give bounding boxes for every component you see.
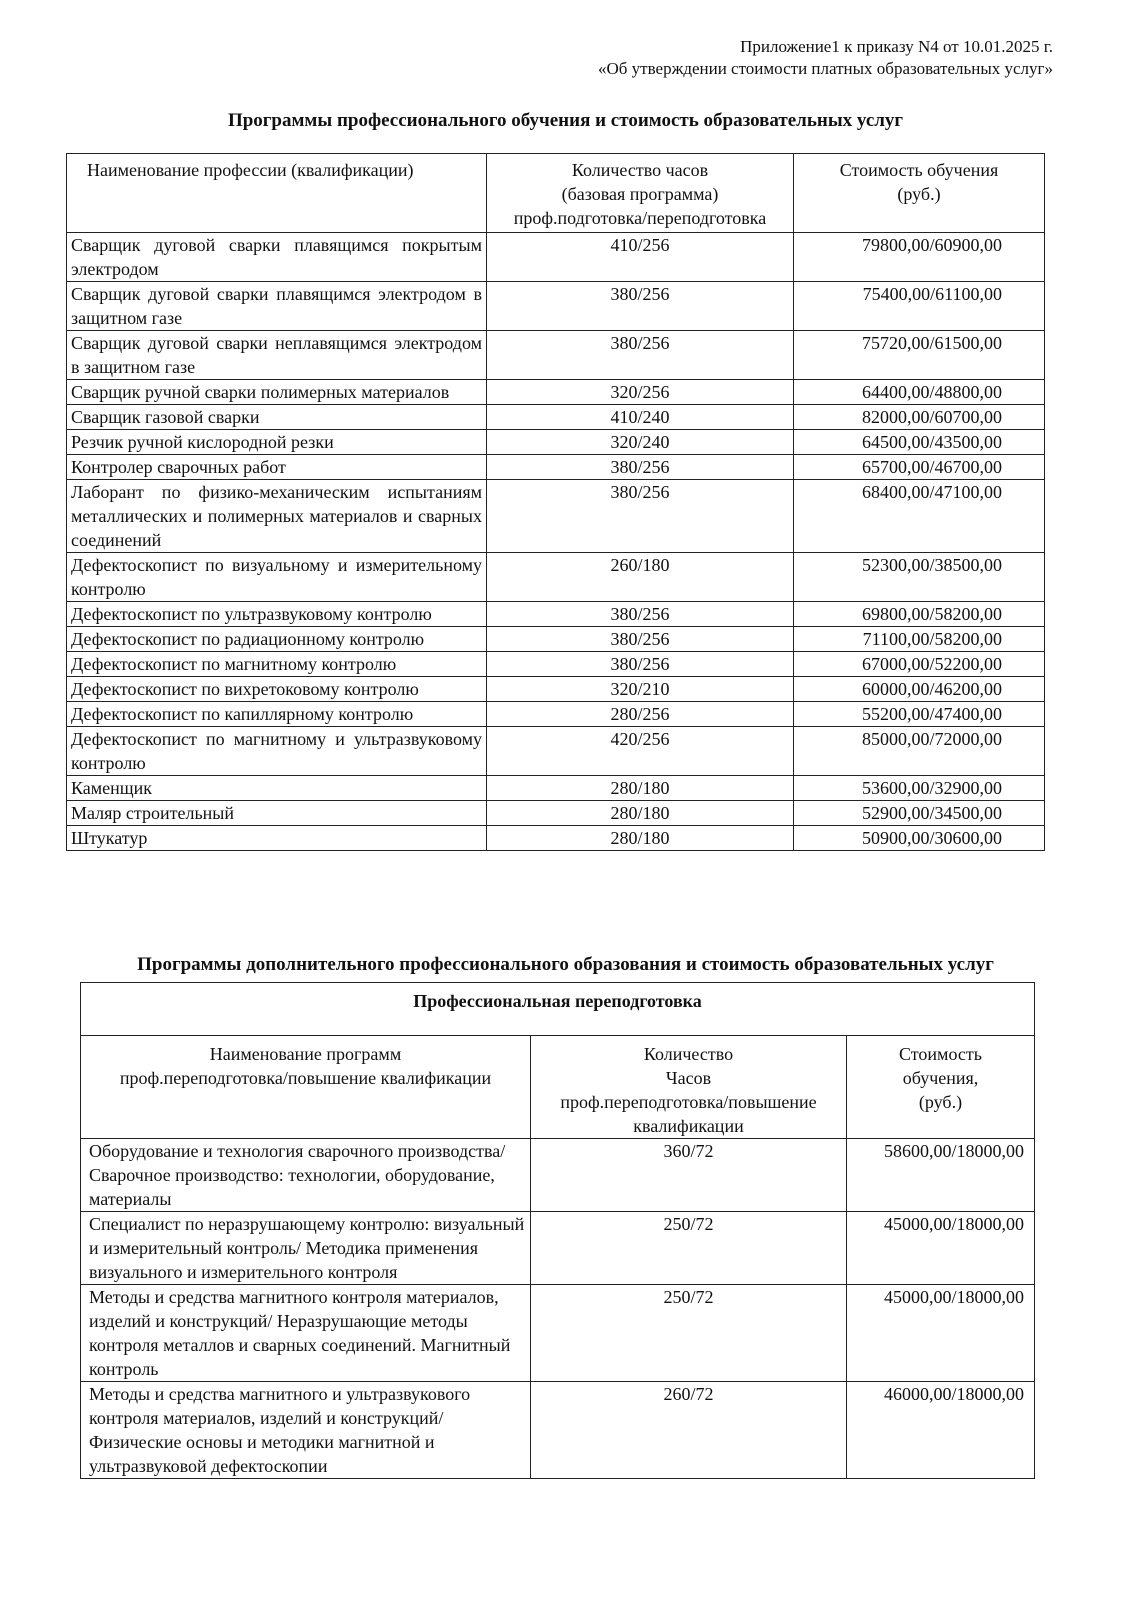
table-row xyxy=(67,480,1045,553)
row-cost-cell: 46000,00/18000,00 xyxy=(847,1382,1035,1479)
column-header-cost-line3: (руб.) xyxy=(918,1092,963,1112)
section1-title: Программы профессионального обучения и стоимость образовательных услуг xyxy=(227,110,904,131)
table-row xyxy=(67,652,1045,677)
row-hours-cell: 280/180 xyxy=(487,776,794,801)
row-name-cell: Сварщик дуговой сварки плавящимся покрытым электродом xyxy=(67,233,487,282)
row-cost-cell: 52300,00/38500,00 xyxy=(794,553,1045,602)
table-row xyxy=(67,602,1045,627)
table-header-row xyxy=(67,154,1045,233)
column-header-hours-line1: Количество часов xyxy=(571,160,709,180)
row-cost-cell: 45000,00/18000,00 xyxy=(847,1212,1035,1285)
table-row xyxy=(67,380,1045,405)
row-hours-cell: 320/256 xyxy=(487,380,794,405)
column-header-name: Наименование профессии (квалификации) xyxy=(67,154,487,233)
row-cost-cell: 85000,00/72000,00 xyxy=(794,727,1045,776)
row-cost-cell: 60000,00/46200,00 xyxy=(794,677,1045,702)
row-cost-cell: 65700,00/46700,00 xyxy=(794,455,1045,480)
column-header-program-line2: проф.переподготовка/повышение квалификации xyxy=(119,1068,492,1088)
row-cost-cell: 82000,00/60700,00 xyxy=(794,405,1045,430)
column-header-hours-line1: Количество xyxy=(643,1044,734,1064)
row-hours-cell: 380/256 xyxy=(487,627,794,652)
table-row xyxy=(67,727,1045,776)
row-name-cell: Дефектоскопист по радиационному контролю xyxy=(67,627,487,652)
row-hours-cell: 380/256 xyxy=(487,455,794,480)
table-row xyxy=(81,1212,1035,1285)
table-caption-row xyxy=(81,983,1035,1036)
additional-education-rows xyxy=(81,1139,1035,1479)
row-hours-cell: 380/256 xyxy=(487,480,794,553)
table-header-row xyxy=(81,1036,1035,1139)
column-header-cost xyxy=(847,1036,1035,1139)
table-caption: Профессиональная переподготовка xyxy=(81,983,1035,1036)
table-row xyxy=(67,801,1045,826)
row-name-cell: Сварщик ручной сварки полимерных материалов xyxy=(67,380,487,405)
row-hours-cell: 320/240 xyxy=(487,430,794,455)
row-hours-cell: 380/256 xyxy=(487,331,794,380)
row-name-cell: Резчик ручной кислородной резки xyxy=(67,430,487,455)
row-name-cell: Дефектоскопист по капиллярному контролю xyxy=(67,702,487,727)
row-hours-cell: 320/210 xyxy=(487,677,794,702)
order-title-line: «Об утверждении стоимости платных образовательных услуг» xyxy=(598,59,1053,78)
table-row xyxy=(67,233,1045,282)
table-row xyxy=(67,455,1045,480)
row-hours-cell: 380/256 xyxy=(487,282,794,331)
row-hours-cell: 260/180 xyxy=(487,553,794,602)
table-row xyxy=(67,282,1045,331)
table-row xyxy=(81,1285,1035,1382)
column-header-hours-line2: (базовая программа) xyxy=(561,184,719,204)
row-cost-cell: 68400,00/47100,00 xyxy=(794,480,1045,553)
row-name-cell: Методы и средства магнитного и ультразвукового контроля материалов, изделий и конструкций/Физические основы и методики магнитной и ультразвуковой дефектоскопии xyxy=(81,1382,531,1479)
order-reference-line: Приложение1 к приказу N4 от 10.01.2025 г. xyxy=(740,37,1053,56)
column-header-cost-line2: (руб.) xyxy=(897,184,941,204)
row-cost-cell: 71100,00/58200,00 xyxy=(794,627,1045,652)
row-hours-cell: 280/180 xyxy=(487,826,794,851)
table-row xyxy=(67,702,1045,727)
row-name-cell: Дефектоскопист по вихретоковому контролю xyxy=(67,677,487,702)
row-name-cell: Дефектоскопист по магнитному контролю xyxy=(67,652,487,677)
row-hours-cell: 280/256 xyxy=(487,702,794,727)
row-name-cell: Сварщик дуговой сварки плавящимся электродом в защитном газе xyxy=(67,282,487,331)
column-header-hours-line2: Часов xyxy=(665,1068,712,1088)
column-header-hours-line4: квалификации xyxy=(633,1116,744,1136)
row-name-cell: Маляр строительный xyxy=(67,801,487,826)
table-row xyxy=(81,1139,1035,1212)
row-name-cell: Лаборант по физико-механическим испытаниям металлических и полимерных материалов и сварных соединений xyxy=(67,480,487,553)
row-cost-cell: 64400,00/48800,00 xyxy=(794,380,1045,405)
table-row xyxy=(81,1382,1035,1479)
professional-training-table xyxy=(66,153,1045,851)
row-hours-cell: 360/72 xyxy=(531,1139,847,1212)
additional-education-table xyxy=(80,982,1035,1479)
table-row xyxy=(67,826,1045,851)
table-row xyxy=(67,627,1045,652)
column-header-hours-line3: проф.подготовка/переподготовка xyxy=(513,208,767,228)
row-cost-cell: 67000,00/52200,00 xyxy=(794,652,1045,677)
column-header-program-line1: Наименование программ xyxy=(209,1044,402,1064)
row-cost-cell: 55200,00/47400,00 xyxy=(794,702,1045,727)
column-header-cost-line1: Стоимость xyxy=(899,1044,982,1064)
row-name-cell: Оборудование и технология сварочного производства/Сварочное производство: технологии, оборудование, материалы xyxy=(81,1139,531,1212)
column-header-cost xyxy=(794,154,1045,233)
row-hours-cell: 380/256 xyxy=(487,602,794,627)
row-hours-cell: 250/72 xyxy=(531,1212,847,1285)
row-cost-cell: 79800,00/60900,00 xyxy=(794,233,1045,282)
column-header-hours-line3: проф.переподготовка/повышение xyxy=(560,1092,817,1112)
professional-training-rows xyxy=(67,233,1045,851)
row-cost-cell: 50900,00/30600,00 xyxy=(794,826,1045,851)
column-header-hours xyxy=(487,154,794,233)
column-header-cost-line2: обучения, xyxy=(902,1068,979,1088)
row-cost-cell: 52900,00/34500,00 xyxy=(794,801,1045,826)
row-cost-cell: 75400,00/61100,00 xyxy=(794,282,1045,331)
row-cost-cell: 69800,00/58200,00 xyxy=(794,602,1045,627)
row-name-cell: Сварщик газовой сварки xyxy=(67,405,487,430)
row-name-cell: Дефектоскопист по магнитному и ультразвуковому контролю xyxy=(67,727,487,776)
row-hours-cell: 410/256 xyxy=(487,233,794,282)
row-name-cell: Контролер сварочных работ xyxy=(67,455,487,480)
row-cost-cell: 64500,00/43500,00 xyxy=(794,430,1045,455)
row-hours-cell: 420/256 xyxy=(487,727,794,776)
table-row xyxy=(67,677,1045,702)
row-cost-cell: 58600,00/18000,00 xyxy=(847,1139,1035,1212)
row-hours-cell: 280/180 xyxy=(487,801,794,826)
row-name-cell: Методы и средства магнитного контроля материалов, изделий и конструкций/ Неразрушающие методы контроля металлов и сварных соединений. Магнитный контроль xyxy=(81,1285,531,1382)
column-header-cost-line1: Стоимость обучения xyxy=(839,160,999,180)
row-name-cell: Штукатур xyxy=(67,826,487,851)
row-hours-cell: 380/256 xyxy=(487,652,794,677)
table-row xyxy=(67,331,1045,380)
table-row xyxy=(67,776,1045,801)
section2-title: Программы дополнительного профессионального образования и стоимость образовательных услуг xyxy=(137,954,994,975)
row-name-cell: Дефектоскопист по ультразвуковому контролю xyxy=(67,602,487,627)
row-hours-cell: 410/240 xyxy=(487,405,794,430)
column-header-program xyxy=(81,1036,531,1139)
row-hours-cell: 260/72 xyxy=(531,1382,847,1479)
column-header-hours xyxy=(531,1036,847,1139)
row-name-cell: Дефектоскопист по визуальному и измерительному контролю xyxy=(67,553,487,602)
row-name-cell: Сварщик дуговой сварки неплавящимся электродом в защитном газе xyxy=(67,331,487,380)
row-cost-cell: 53600,00/32900,00 xyxy=(794,776,1045,801)
row-name-cell: Каменщик xyxy=(67,776,487,801)
row-name-cell: Специалист по неразрушающему контролю: визуальный и измерительный контроль/ Методика применения визуального и измерительного контроля xyxy=(81,1212,531,1285)
table-row xyxy=(67,553,1045,602)
table-row xyxy=(67,405,1045,430)
row-cost-cell: 45000,00/18000,00 xyxy=(847,1285,1035,1382)
row-cost-cell: 75720,00/61500,00 xyxy=(794,331,1045,380)
row-hours-cell: 250/72 xyxy=(531,1285,847,1382)
table-row xyxy=(67,430,1045,455)
